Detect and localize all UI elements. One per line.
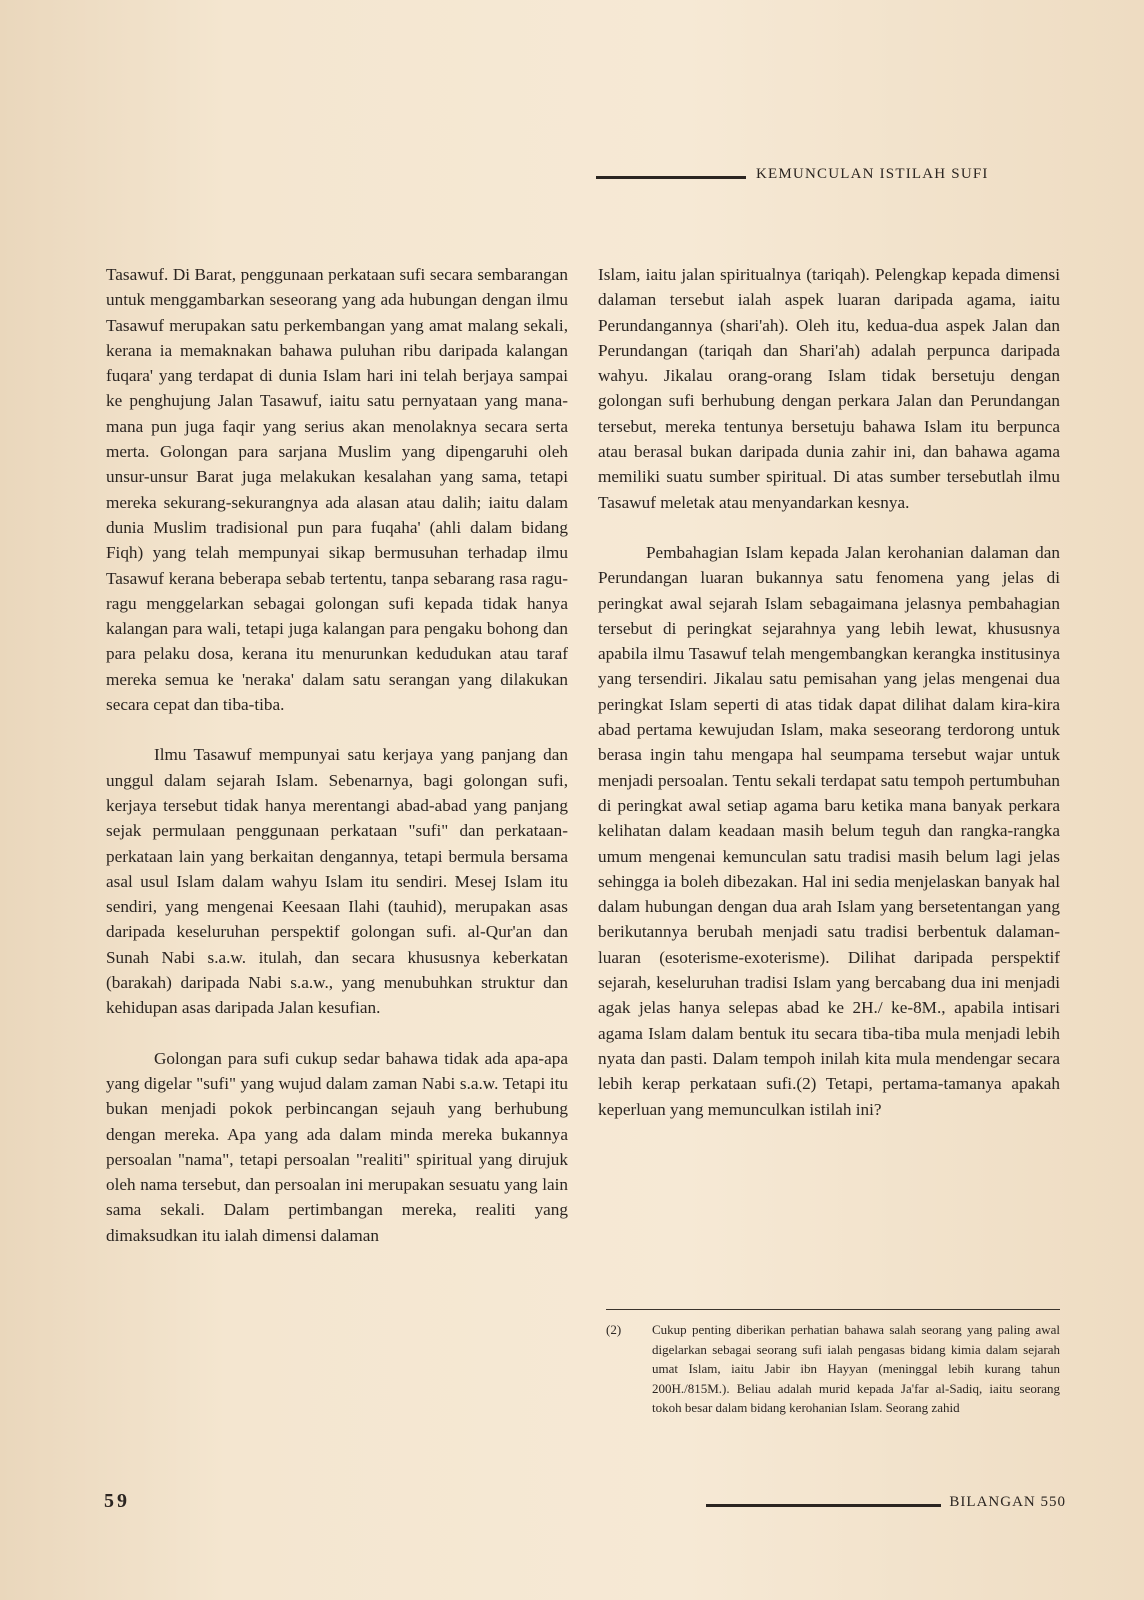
- footnote-rule: [606, 1309, 1060, 1310]
- footer-rule: [706, 1504, 941, 1507]
- page-number: 59: [104, 1490, 130, 1512]
- left-paragraph-3: Golongan para sufi cukup sedar bahawa tidak ada apa-apa yang digelar "sufi" yang wujud dalam zaman Nabi s.a.w. Tetapi itu bukan menjadi pokok perbincangan sejauh yang berhubung dengan mereka. Apa yang ada dalam minda mereka bukannya persoalan "nama", tetapi persoalan "realiti" spiritual yang dirujuk oleh nama tersebut, dan persoalan ini merupakan sesuatu yang lain sama sekali. Dalam pertimbangan mereka, realiti yang dimaksudkan itu ialah dimensi dalaman: [106, 1048, 568, 1245]
- footnote-text: Cukup penting diberikan perhatian bahawa salah seorang yang paling awal digelarkan sebagai seorang sufi ialah pengasas bidang kimia dalam sejarah umat Islam, iaitu Jabir ibn Hayyan (meninggal lebih kurang tahun 200H./815M.). Beliau adalah murid kepada Ja'far al-Sadiq, iaitu seorang tokoh besar dalam bidang kerohanian Islam. Seorang zahid: [652, 1322, 1060, 1416]
- left-column: [106, 262, 568, 1248]
- header-rule: [596, 176, 746, 179]
- right-column: [598, 262, 1060, 1122]
- left-paragraph-1: Tasawuf. Di Barat, penggunaan perkataan sufi secara sembarangan untuk menggambarkan seseorang yang ada hubungan dengan ilmu Tasawuf merupakan satu perkembangan yang amat malang sekali, kerana ia memaknakan bahawa puluhan ribu daripada kalangan fuqara' yang terdapat di dunia Islam hari ini telah berjaya sampai ke penghujung Jalan Tasawuf, iaitu satu pernyataan yang mana-mana pun juga faqir yang serius akan menolaknya secara serta merta. Golongan para sarjana Muslim yang dipengaruhi oleh unsur-unsur Barat juga melakukan kesalahan yang sama, tetapi mereka sekurang-sekurangnya ada alasan atau dalih; iaitu dalam dunia Muslim tradisional pun para fuqaha' (ahli dalam bidang Fiqh) yang telah mempunyai sikap bermusuhan terhadap ilmu Tasawuf kerana beberapa sebab tertentu, tanpa sebarang rasa ragu-ragu menggelarkan sebagai golongan sufi kepada tidak hanya kalangan para wali, tetapi juga kalangan para pengaku bohong dan para pelaku dosa, kerana itu menurunkan kedudukan atau taraf mereka semua ke 'neraka' dalam satu serangan yang dilakukan secara cepat dan tiba-tiba.: [106, 265, 568, 715]
- right-paragraph-2: Pembahagian Islam kepada Jalan kerohanian dalaman dan Perundangan luaran bukannya satu fenomena yang jelas di peringkat awal sejarah Islam sebagaimana jelasnya pembahagian tersebut di peringkat sejarahnya yang lebih lewat, khususnya apabila ilmu Tasawuf telah mengembangkan kerangka institusinya yang tersendiri. Jikalau satu pemisahan yang jelas mengenai dua peringkat Islam seperti di atas tidak dapat dilihat dalam kira-kira abad pertama kewujudan Islam, maka seseorang terdorong untuk berasa ingin tahu mengapa hal seumpama tersebut wajar untuk menjadi persoalan. Tentu sekali terdapat satu tempoh pertumbuhan di peringkat awal setiap agama baru ketika mana banyak perkara kelihatan dalam keadaan masih belum teguh dan rangka-rangka umum mengenai kemunculan satu tradisi masih belum lagi jelas sehingga ia boleh dibezakan. Hal ini sedia menjelaskan banyak hal dalam hubungan dengan dua arah Islam yang bersetentangan yang berikutannya berubah menjadi satu tradisi berbentuk dalaman-luaran (esoterisme-exoterisme). Dilihat daripada perspektif sejarah, keseluruhan tradisi Islam yang bercabang dua ini menjadi agak jelas hanya selepas abad ke 2H./ ke-8M., apabila intisari agama Islam dalam bentuk itu secara tiba-tiba mula menjadi lebih nyata dan pasti. Dalam tempoh inilah kita mula mendengar secara lebih kerap perkataan sufi.(2) Tetapi, pertama-tamanya apakah keperluan yang memunculkan istilah ini?: [598, 542, 1060, 1119]
- footnote-marker: (2): [606, 1322, 622, 1337]
- running-head: [596, 166, 1066, 183]
- issue-footer: [706, 1494, 1066, 1511]
- right-paragraph-1: Islam, iaitu jalan spiritualnya (tariqah). Pelengkap kepada dimensi dalaman tersebut ialah aspek luaran daripada agama, iaitu Perundangannya (shari'ah). Oleh itu, kedua-dua aspek Jalan dan Perundangan (tariqah dan Shari'ah) adalah perpunca daripada wahyu. Jikalau orang-orang Islam tidak bersetuju dengan golongan sufi berhubung dengan perkara Jalan dan Perundangan tersebut, mereka tentunya bersetuju bahawa Islam itu berpunca atau berasal bukan daripada dunia zahir ini, dan bahawa agama memiliki suatu sumber spiritual. Di atas sumber tersebutlah ilmu Tasawuf meletak atau menyandarkan kesnya.: [598, 265, 1060, 512]
- footnote: [606, 1320, 1060, 1418]
- running-head-title: KEMUNCULAN ISTILAH SUFI: [756, 166, 989, 182]
- left-paragraph-2: Ilmu Tasawuf mempunyai satu kerjaya yang panjang dan unggul dalam sejarah Islam. Sebenarnya, bagi golongan sufi, kerjaya tersebut tidak hanya merentangi abad-abad yang panjang sejak permulaan penggunaan perkataan "sufi" dan perkataan-perkataan lain yang berkaitan dengannya, tetapi bermula bersama asal usul Islam dalam wahyu Islam itu sendiri. Mesej Islam itu sendiri, yang mengenai Keesaan Ilahi (tauhid), merupakan asas daripada keseluruhan perspektif golongan sufi. al-Qur'an dan Sunah Nabi s.a.w. itulah, dan secara khususnya keberkatan (barakah) daripada Nabi s.a.w., yang menubuhkan struktur dan kehidupan asas daripada Jalan kesufian.: [106, 745, 568, 1018]
- issue-label: BILANGAN 550: [949, 1494, 1066, 1510]
